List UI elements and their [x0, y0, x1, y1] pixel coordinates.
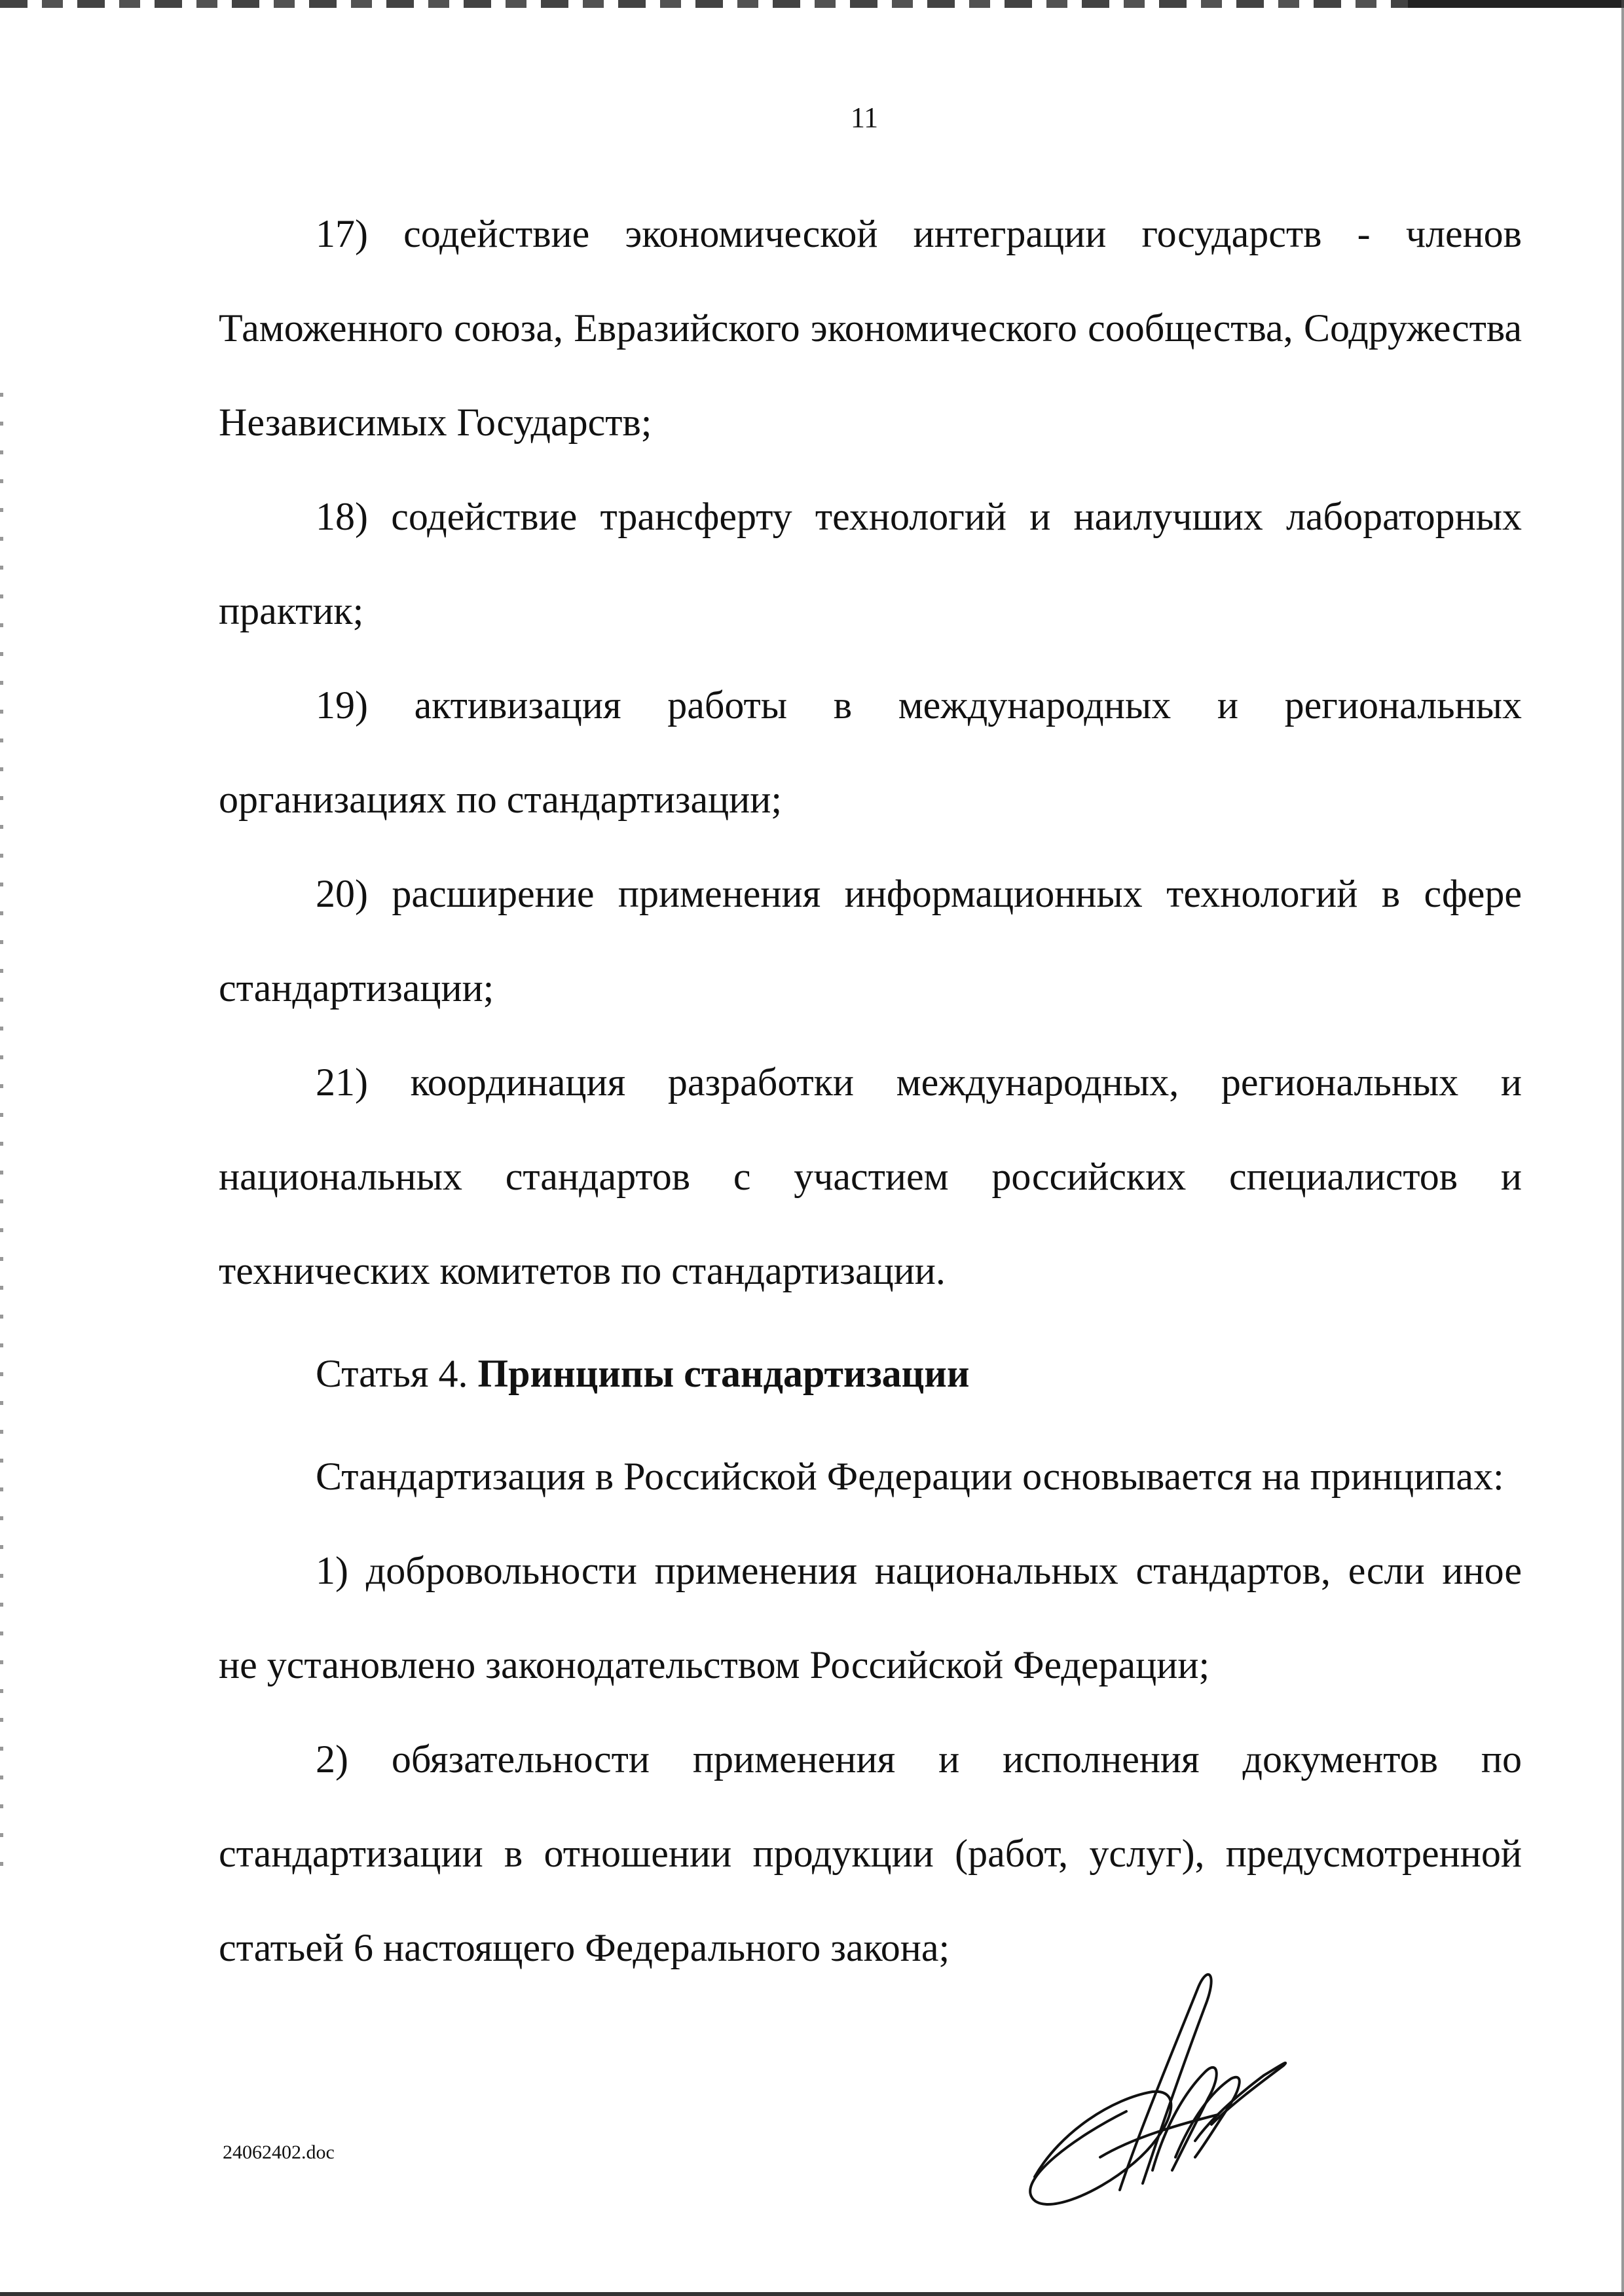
scan-bottom-edge — [0, 2292, 1624, 2296]
scan-top-edge-solid — [1408, 0, 1624, 8]
list-item — [219, 847, 1522, 1035]
list-item — [219, 187, 1522, 469]
item-text: обязательности применения и исполнения документов по стандартизации в отношении продукции (работ, услуг), предусмотренной статьей 6 настоящего Федерального закона; — [219, 1738, 1522, 1969]
item-text: содействие трансферту технологий и наилучших лабораторных практик; — [219, 495, 1522, 632]
item-text: добровольности применения национальных стандартов, если иное не установлено законодательством Российской Федерации; — [219, 1549, 1522, 1686]
page-number: 11 — [850, 101, 879, 134]
item-text: расширение применения информационных технологий в сфере стандартизации; — [219, 872, 1522, 1010]
item-number: 1) — [316, 1549, 348, 1592]
item-number: 19) — [316, 683, 368, 727]
scan-left-edge — [0, 393, 3, 1866]
document-body — [219, 187, 1522, 1995]
item-number: 20) — [316, 872, 368, 915]
intro-paragraph — [219, 1429, 1522, 1523]
item-text: активизация работы в международных и региональных организациях по стандартизации; — [219, 683, 1522, 821]
article-title: Принципы стандартизации — [477, 1352, 970, 1395]
scan-right-edge — [1621, 0, 1624, 2296]
list-item — [219, 658, 1522, 847]
file-name: 24062402.doc — [223, 2141, 335, 2163]
list-item — [219, 1523, 1522, 1712]
list-item — [219, 1035, 1522, 1318]
signature — [1022, 1961, 1297, 2223]
article-heading — [219, 1318, 1522, 1429]
item-number: 17) — [316, 212, 368, 255]
article-prefix: Статья 4. — [316, 1352, 468, 1395]
item-text: координация разработки международных, региональных и национальных стандартов с участием российских специалистов и технических комитетов по стандартизации. — [219, 1061, 1522, 1292]
list-item — [219, 469, 1522, 658]
item-number: 18) — [316, 495, 368, 538]
item-text: содействие экономической интеграции государств - членов Таможенного союза, Евразийского экономического сообщества, Содружества Независимых Государств; — [219, 212, 1522, 444]
scan-top-edge — [0, 0, 1624, 8]
intro-text: Стандартизация в Российской Федерации основывается на принципах: — [316, 1455, 1504, 1498]
item-number: 21) — [316, 1061, 368, 1104]
item-number: 2) — [316, 1738, 348, 1781]
list-item — [219, 1712, 1522, 1995]
